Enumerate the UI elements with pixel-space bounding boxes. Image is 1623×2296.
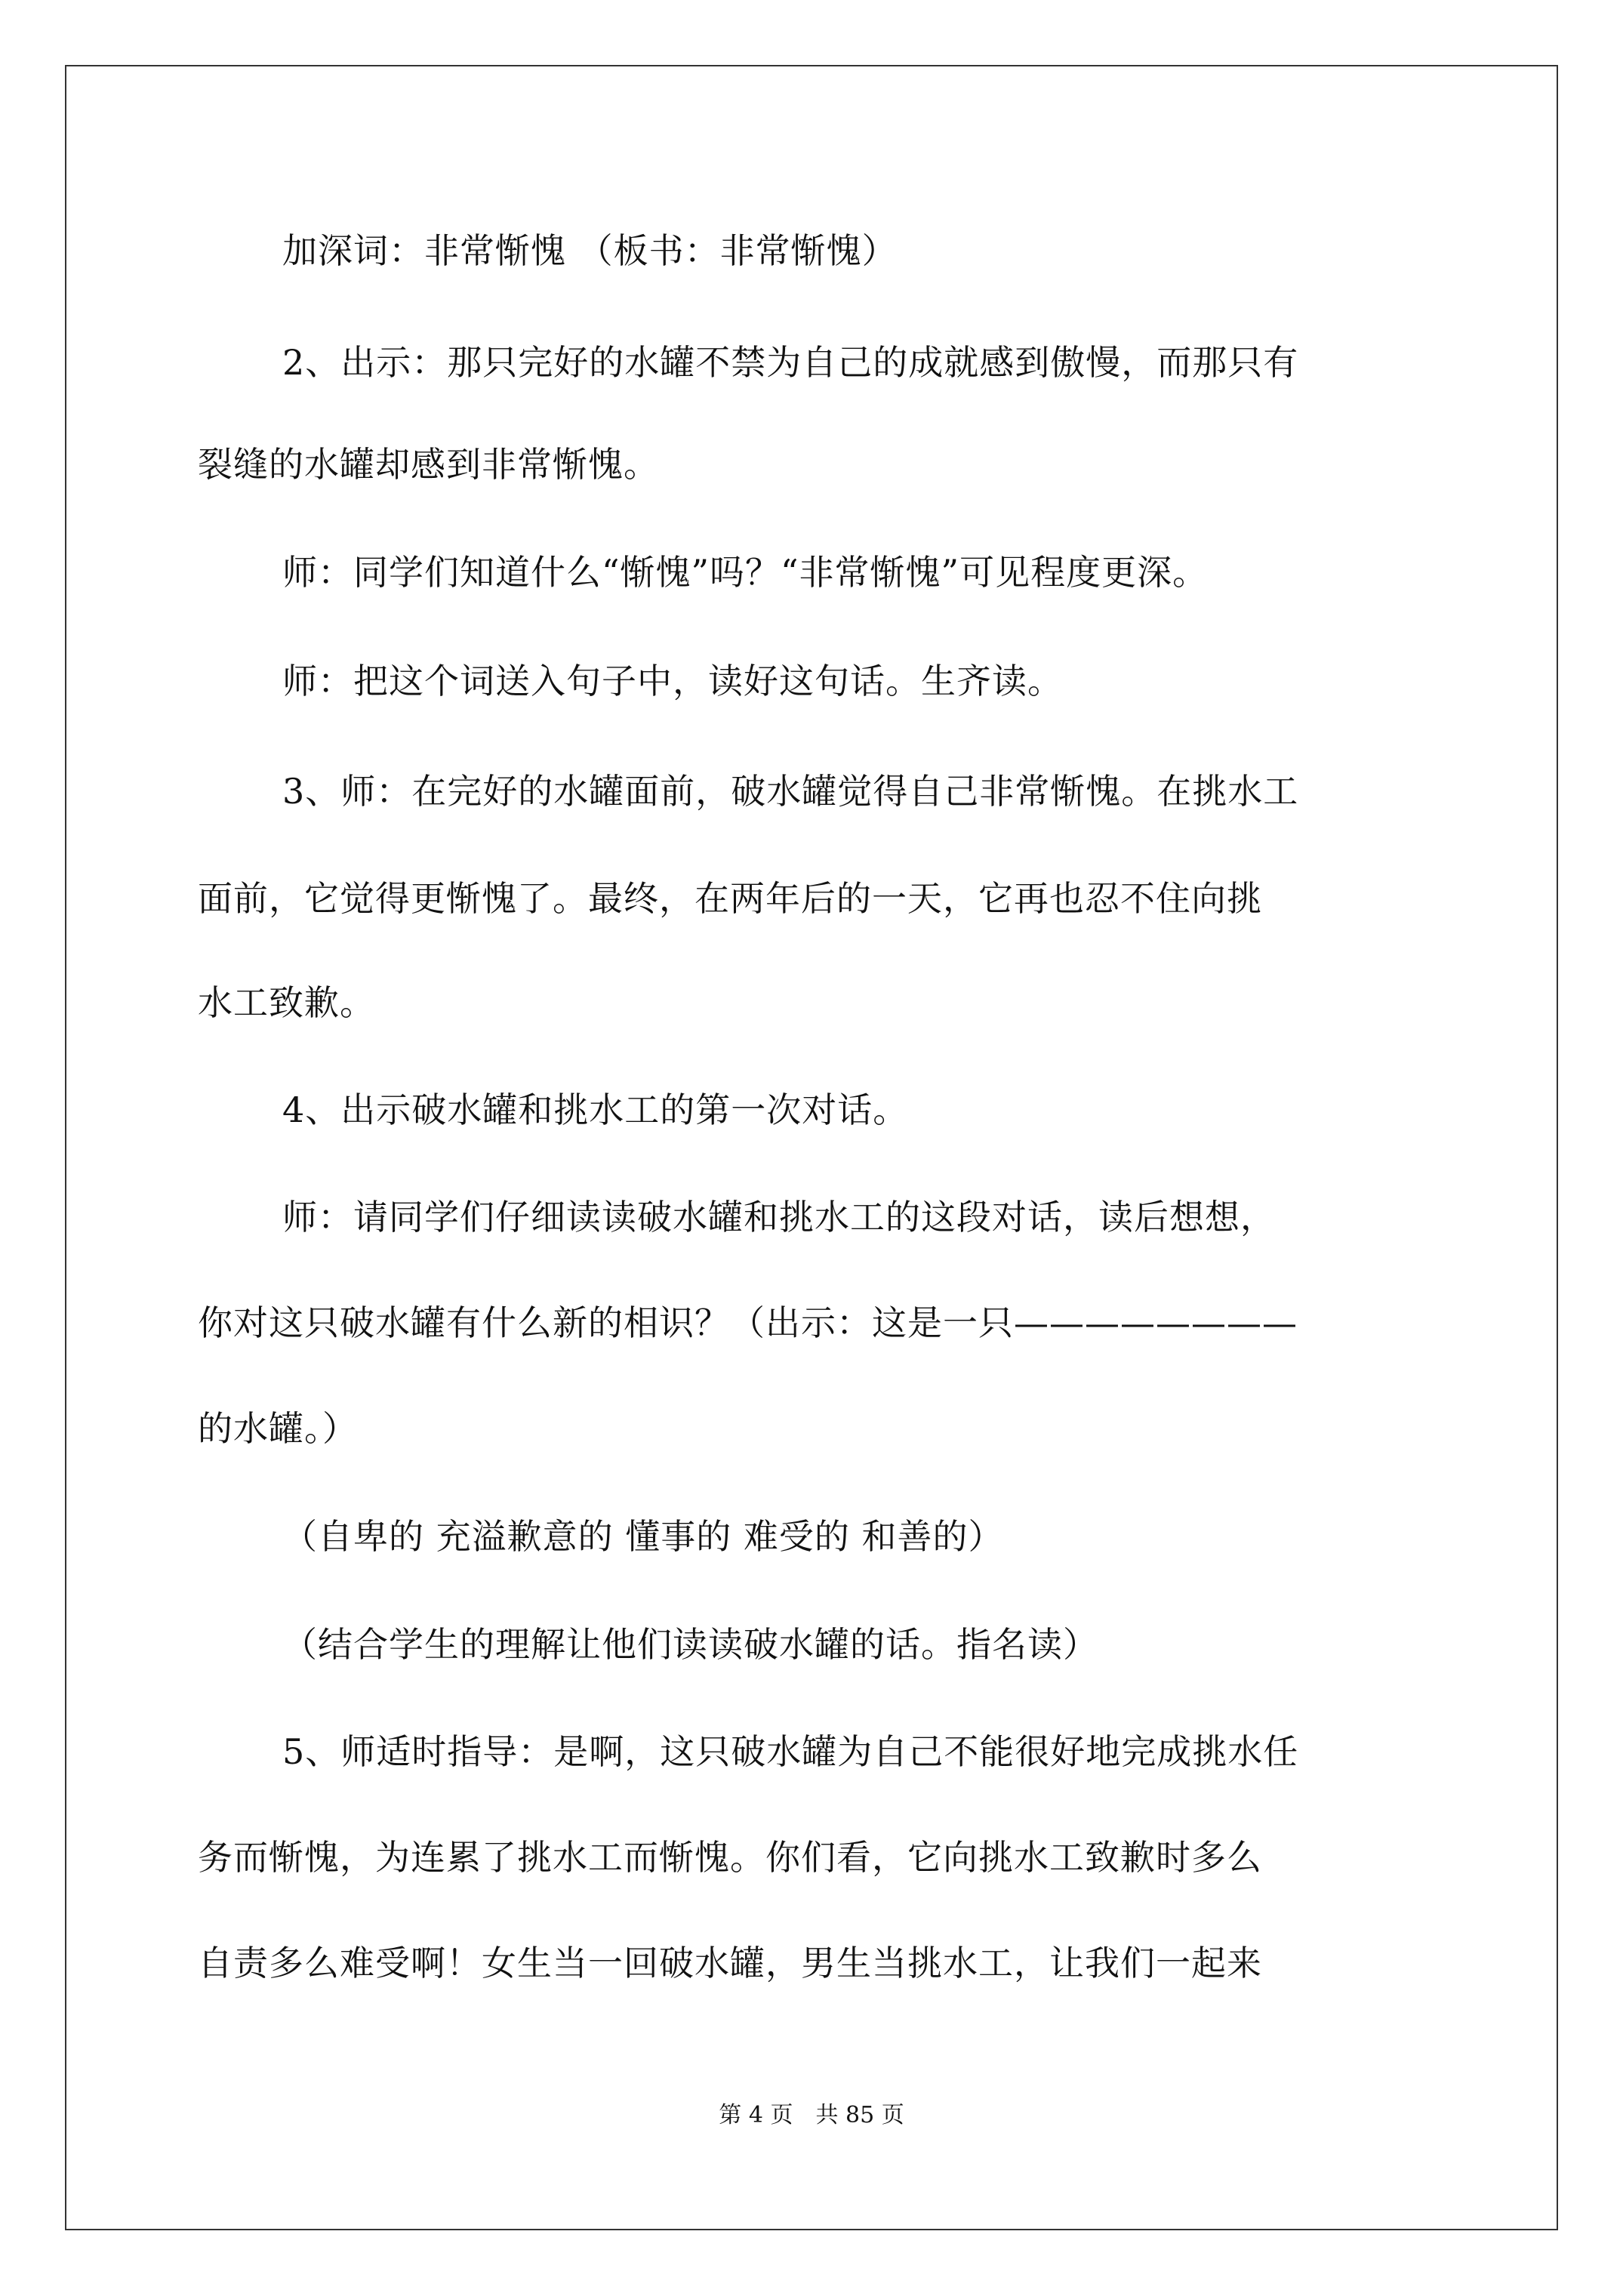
paragraph-line: 师：请同学们仔细读读破水罐和挑水工的这段对话，读后想想， <box>282 1197 1276 1237</box>
paragraph-line: 3、师：在完好的水罐面前，破水罐觉得自己非常惭愧。在挑水工 <box>282 771 1299 812</box>
paragraph-line: 的水罐。） <box>198 1408 358 1449</box>
paragraph-line: 你对这只破水罐有什么新的相识？（出示：这是一只———————— <box>198 1302 1298 1343</box>
paragraph-line: 加深词：非常惭愧 （板书：非常惭愧） <box>282 230 898 271</box>
paragraph-line: （结合学生的理解让他们读读破水罐的话。指名读） <box>282 1624 1098 1665</box>
paragraph-line: 5、师适时指导：是啊，这只破水罐为自己不能很好地完成挑水任 <box>282 1731 1299 1772</box>
paragraph-line: 自责多么难受啊！女生当一回破水罐，男生当挑水工，让我们一起来 <box>198 1943 1262 1983</box>
page-number: 第 4 页 共 85 页 <box>719 2102 904 2128</box>
paragraph-line: 面前，它觉得更惭愧了。最终，在两年后的一天，它再也忍不住向挑 <box>198 878 1262 919</box>
paragraph-line: （自卑的 充溢歉意的 懂事的 难受的 和善的） <box>282 1516 1004 1557</box>
paragraph-line: 水工致歉。 <box>198 982 375 1023</box>
paragraph-line: 师：同学们知道什么“惭愧”吗？“非常惭愧”可见程度更深。 <box>282 552 1209 593</box>
page-border <box>65 65 1558 2230</box>
paragraph-line: 师：把这个词送入句子中，读好这句话。生齐读。 <box>282 661 1063 701</box>
paragraph-line: 4、出示破水罐和挑水工的第一次对话。 <box>282 1089 909 1130</box>
paragraph-line: 裂缝的水罐却感到非常惭愧。 <box>198 444 659 485</box>
paragraph-line: 务而惭愧，为连累了挑水工而惭愧。你们看，它向挑水工致歉时多么 <box>198 1837 1262 1878</box>
paragraph-line: 2、出示：那只完好的水罐不禁为自己的成就感到傲慢，而那只有 <box>282 342 1299 383</box>
